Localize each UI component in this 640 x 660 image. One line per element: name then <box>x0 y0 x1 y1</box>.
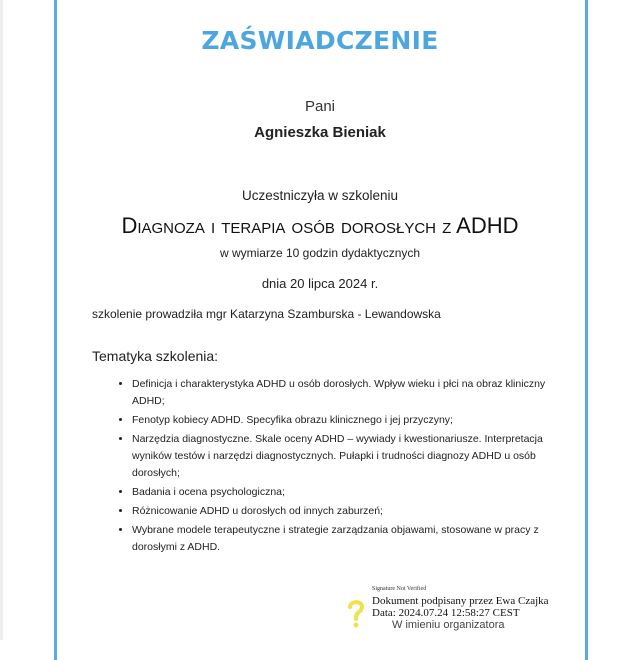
on-behalf-text: W imieniu organizatora <box>392 619 505 631</box>
course-date: dnia 20 lipca 2024 r. <box>261 276 379 291</box>
signature-status: Signature Not Verified <box>372 586 427 592</box>
course-title: Diagnoza i terapia osób dorosłych z ADHD <box>121 213 519 238</box>
certificate-title: ZAŚWIADCZENIE <box>201 26 439 55</box>
signature-date: Data: 2024.07.24 12:58:27 CEST <box>372 607 520 619</box>
signature-unknown-icon <box>346 598 366 628</box>
list-item: • Różnicowanie ADHD u dorosłych od innych zaburzeń; <box>132 503 552 520</box>
salutation: Pani <box>304 98 336 115</box>
digital-signature[interactable] <box>372 585 549 632</box>
list-item: • Definicja i charakterystyka ADHD u osób dorosłych. Wpływ wieku i płci na obraz kliniczny ADHD; <box>132 376 552 410</box>
participation-text: Uczestniczyła w szkoleniu <box>241 188 399 203</box>
list-item: • Badania i ocena psychologiczna; <box>132 484 552 501</box>
instructor-text: szkolenie prowadziła mgr Katarzyna Szamburska - Lewandowska <box>92 307 441 321</box>
participant-name: Agnieszka Bieniak <box>254 124 386 141</box>
signed-by: Dokument podpisany przez Ewa Czajka <box>372 595 549 607</box>
list-item: • Fenotyp kobiecy ADHD. Specyfika obrazu klinicznego i jej przyczyny; <box>132 412 552 429</box>
topics-list <box>114 376 552 558</box>
topics-heading: Tematyka szkolenia: <box>92 348 219 364</box>
list-item: • Wybrane modele terapeutyczne i strategie zarządzania objawami, stosowane w pracy z dorosłymi z ADHD. <box>132 522 552 556</box>
list-item: • Narzędzia diagnostyczne. Skale oceny ADHD – wywiady i kwestionariusze. Interpretacja wyników testów i narzędzi diagnostycznych. Pułapki i trudności diagnozy ADHD u osób dorosłych; <box>132 431 552 482</box>
page-edge <box>0 0 3 640</box>
hours-text: w wymiarze 10 godzin dydaktycznych <box>219 246 421 260</box>
